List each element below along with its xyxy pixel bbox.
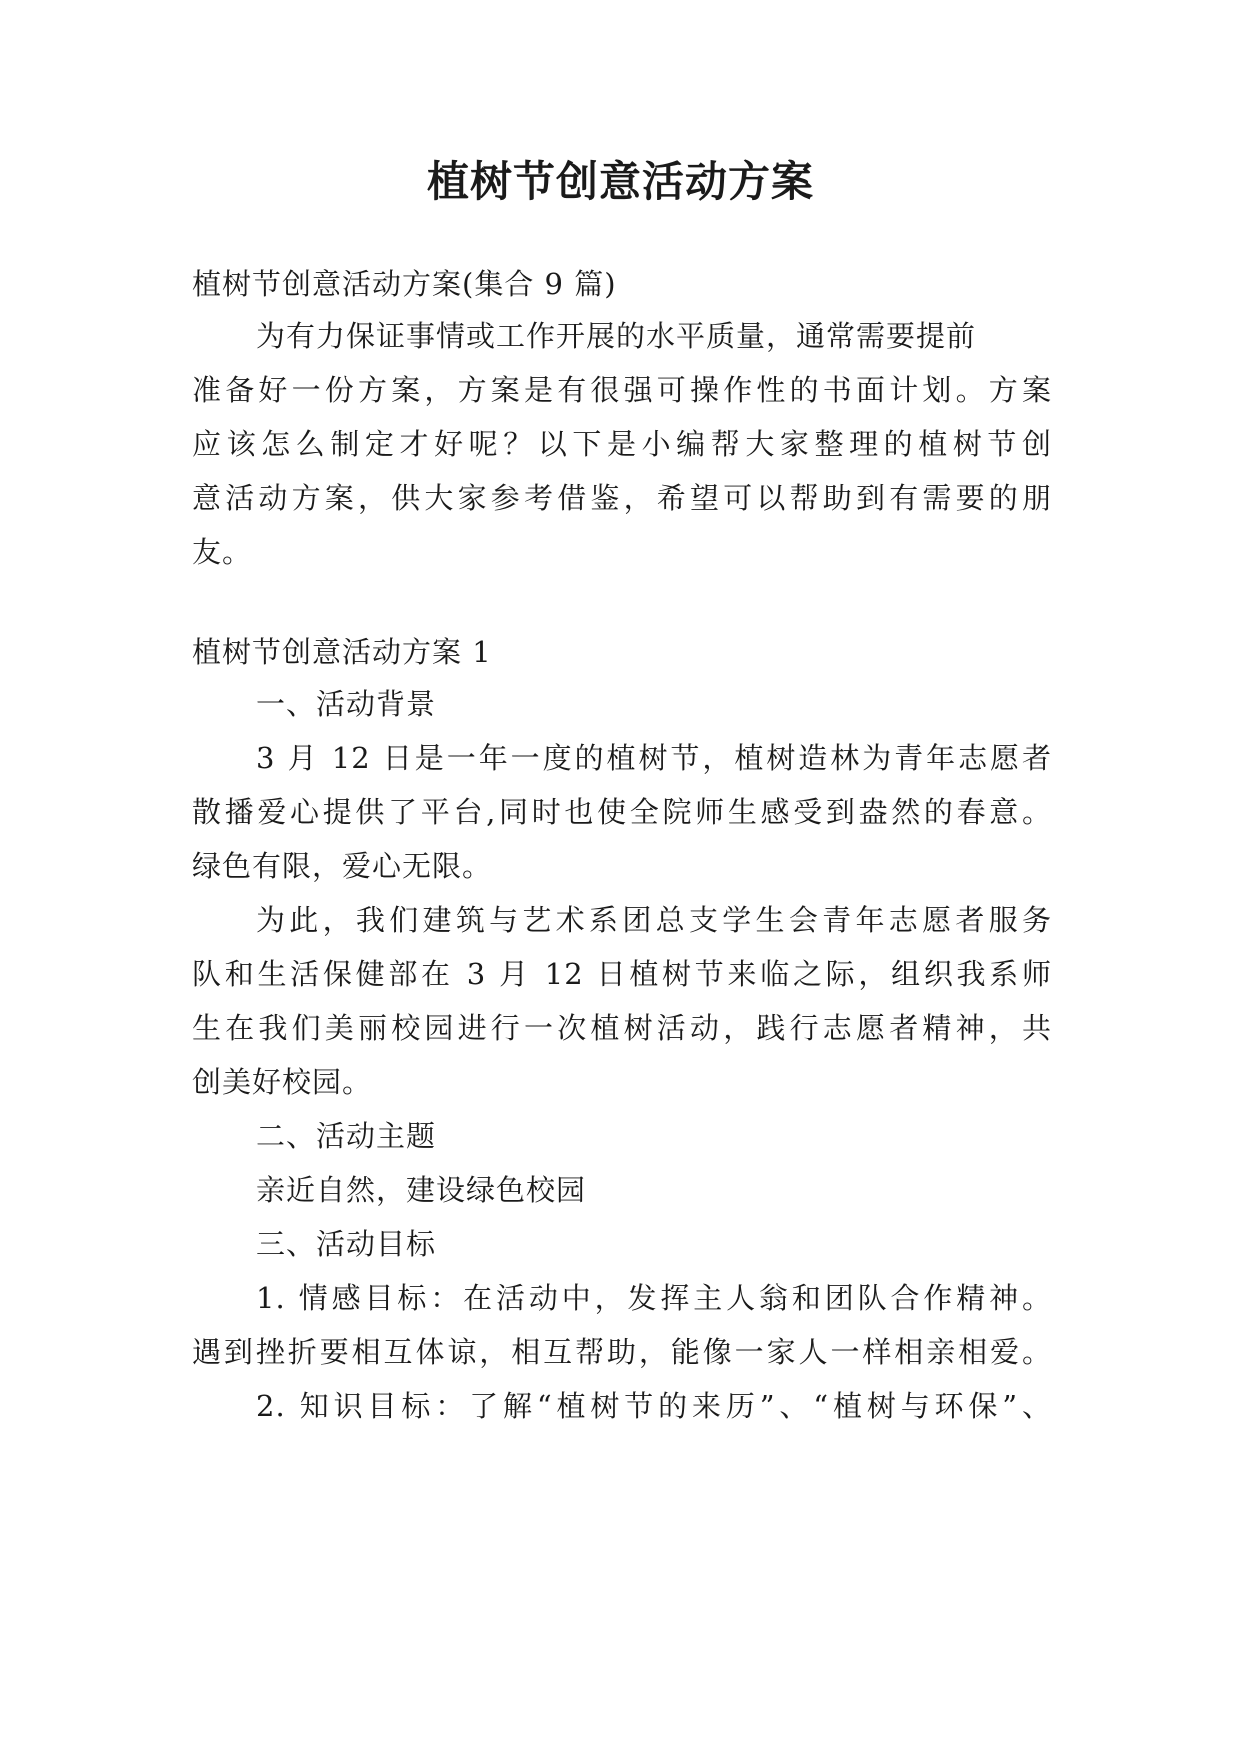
document-subtitle: 植树节创意活动方案(集合 9 篇) <box>192 267 617 301</box>
background-heading: 一、活动背景 <box>256 687 437 721</box>
section-heading: 植树节创意活动方案 1 <box>192 635 492 669</box>
document-title: 植树节创意活动方案 <box>426 157 814 206</box>
background-p2-line-2: 队和生活保健部在 3 月 12 日植树节来临之际，组织我系师 <box>192 957 1052 991</box>
intro-line-4: 意活动方案，供大家参考借鉴，希望可以帮助到有需要的朋 <box>192 481 1052 515</box>
intro-line-2: 准备好一份方案，方案是有很强可操作性的书面计划。方案 <box>192 373 1052 407</box>
theme-heading: 二、活动主题 <box>256 1119 437 1153</box>
goal-heading: 三、活动目标 <box>256 1227 437 1261</box>
background-p2-line-1: 为此，我们建筑与艺术系团总支学生会青年志愿者服务 <box>256 903 1052 937</box>
intro-line-5: 友。 <box>192 535 253 569</box>
intro-line-1: 为有力保证事情或工作开展的水平质量，通常需要提前 <box>256 319 977 353</box>
background-p2-line-3: 生在我们美丽校园进行一次植树活动，践行志愿者精神，共 <box>192 1011 1052 1045</box>
goal-1-line-2: 遇到挫折要相互体谅，相互帮助，能像一家人一样相亲相爱。 <box>192 1335 1052 1369</box>
background-p1-line-2: 散播爱心提供了平台,同时也使全院师生感受到盎然的春意。 <box>192 795 1052 829</box>
background-p1-line-3: 绿色有限，爱心无限。 <box>192 849 493 883</box>
intro-line-3: 应该怎么制定才好呢？以下是小编帮大家整理的植树节创 <box>192 427 1052 461</box>
background-p2-line-4: 创美好校园。 <box>192 1065 373 1099</box>
goal-1-line-1: 1. 情感目标：在活动中，发挥主人翁和团队合作精神。 <box>256 1281 1052 1315</box>
background-p1-line-1: 3 月 12 日是一年一度的植树节，植树造林为青年志愿者 <box>256 741 1052 775</box>
goal-2-line-1: 2. 知识目标：了解“植树节的来历”、“植树与环保”、 <box>256 1389 1052 1423</box>
theme-text: 亲近自然，建设绿色校园 <box>256 1173 587 1207</box>
